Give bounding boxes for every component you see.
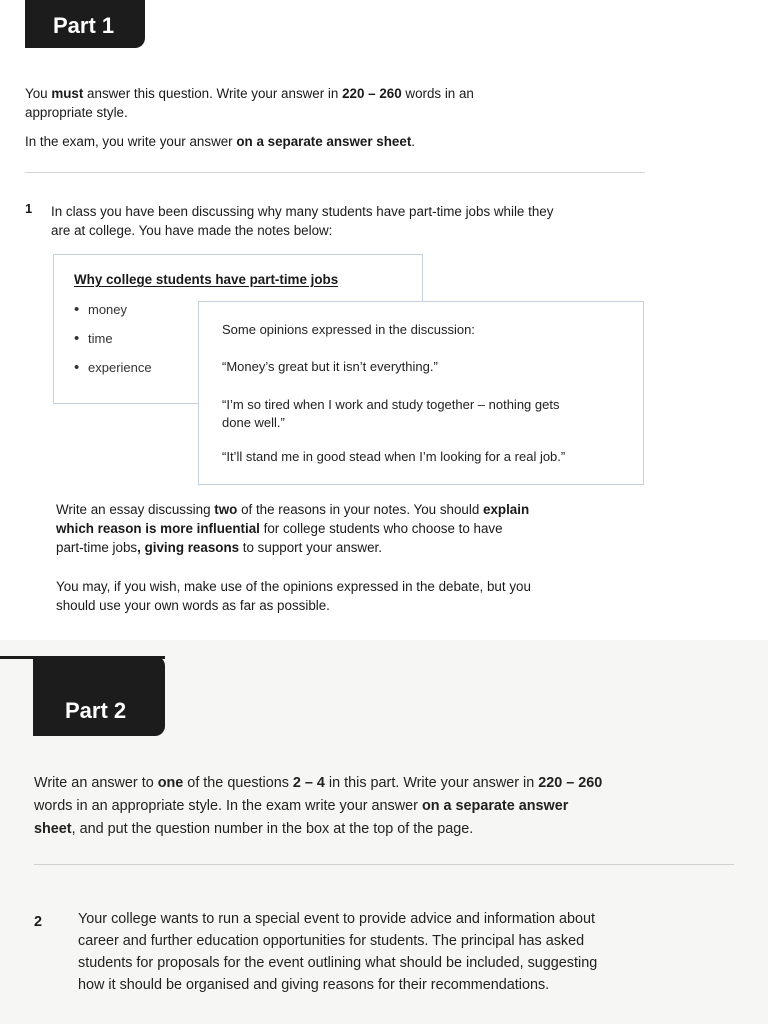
opinion-quote: “Money’s great but it isn’t everything.”: [222, 359, 438, 374]
notes-title: Why college students have part-time jobs: [74, 272, 339, 287]
part1-tab-label: Part 1: [53, 13, 115, 38]
bullet-icon: •: [74, 301, 80, 318]
question-number: 1: [25, 201, 33, 216]
essay-advice: You may, if you wish, make use of the opinions expressed in the debate, but you should use your own words as far as possible.: [56, 579, 531, 613]
question-1-text: In class you have been discussing why many students have part-time jobs while they are at college. You have made the notes below:: [51, 204, 554, 238]
question-number: 2: [34, 914, 43, 930]
question-2-text: Your college wants to run a special event to provide advice and information about career and further education opportunities for students. The principal has asked students for proposals for the event outlining what should be included, suggesting how it should be organised and giving reasons for their recommendations.: [78, 911, 598, 993]
bullet-icon: •: [74, 359, 80, 376]
part1-instructions: You must answer this question. Write your answer in 220 – 260 words in an appropriate style.: [25, 86, 474, 120]
notes-item: • money: [74, 301, 128, 318]
opinion-quote: “It’ll stand me in good stead when I’m looking for a real job.”: [222, 449, 566, 464]
opinion-quote: “I’m so tired when I work and study together – nothing gets done well.”: [222, 397, 560, 430]
notes-item: • time: [74, 330, 113, 347]
opinions-box: [198, 301, 644, 485]
part1-exam-note: In the exam, you write your answer on a separate answer sheet.: [25, 134, 416, 149]
part1-tab: [25, 0, 145, 48]
part2-divider: [34, 864, 734, 865]
part1-divider: [25, 172, 645, 173]
part2-instructions: Write an answer to one of the questions 2 – 4 in this part. Write your answer in 220 – 260 words in an appropriate style. In the exam write your answer on a separate answer sheet, and put the question number in the box at the top of the page.: [34, 775, 603, 837]
essay-task: Write an essay discussing two of the reasons in your notes. You should explain which reason is more influential for college students who choose to have part-time jobs, giving reasons to support your answer.: [56, 502, 530, 555]
bullet-icon: •: [74, 330, 80, 347]
part2-tab: [33, 656, 165, 736]
part2-tab-label: Part 2: [65, 698, 127, 723]
opinions-heading: Some opinions expressed in the discussion:: [222, 322, 475, 337]
notes-item: • experience: [74, 359, 152, 376]
